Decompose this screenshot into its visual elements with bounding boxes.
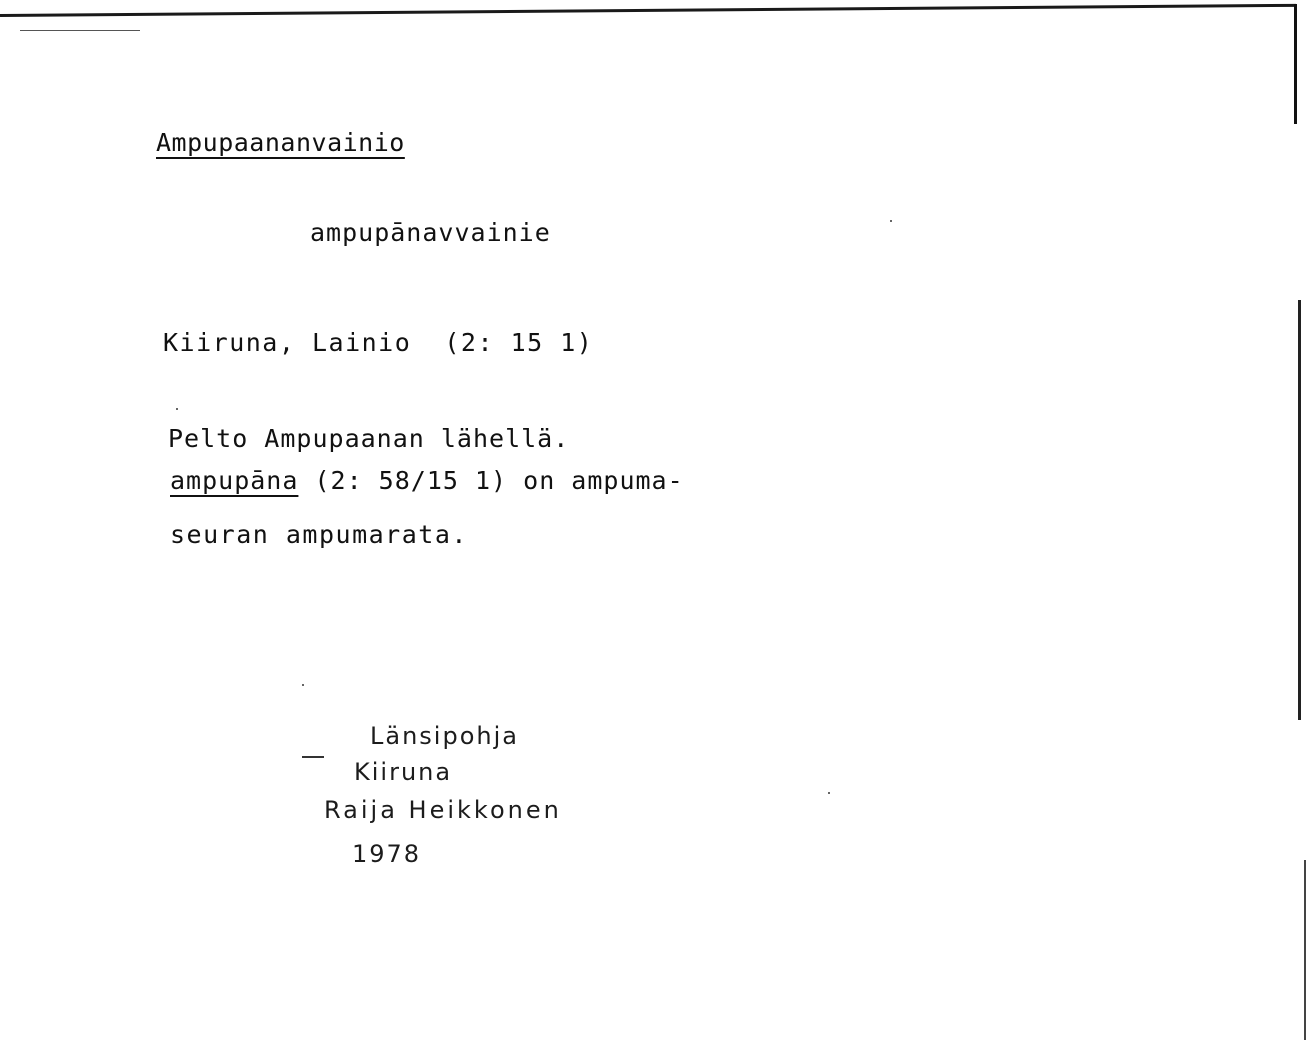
card-right-edge bbox=[1298, 300, 1301, 720]
card-right-edge bbox=[1294, 4, 1297, 124]
speck bbox=[828, 792, 830, 794]
dialect-form: ampupānavvainie bbox=[310, 218, 551, 247]
speck bbox=[890, 220, 892, 222]
description-line-1: Pelto Ampupaanan lähellä. bbox=[168, 424, 570, 453]
location-reference: Kiiruna, Lainio (2: 15 1) bbox=[163, 328, 594, 357]
speck bbox=[176, 408, 178, 410]
card-edge-mark bbox=[20, 30, 140, 31]
stamp-collector: Raija Heikkonen bbox=[324, 796, 562, 824]
headword: Ampupaananvainio bbox=[156, 128, 405, 157]
speck bbox=[302, 684, 304, 686]
description-line-3: seuran ampumarata. bbox=[170, 520, 468, 549]
stamp-parish: Kiiruna bbox=[354, 758, 453, 786]
card-top-edge bbox=[0, 4, 1296, 17]
stamp-region: Länsipohja bbox=[370, 722, 519, 750]
description-line-2-rest: (2: 58/15 1) on ampuma- bbox=[298, 466, 684, 495]
stamp-year: 1978 bbox=[352, 840, 422, 868]
stamp-dash bbox=[302, 756, 324, 758]
card-right-edge bbox=[1304, 860, 1306, 1040]
term-underlined: ampupāna bbox=[170, 466, 299, 495]
description-line-2 bbox=[170, 466, 684, 495]
